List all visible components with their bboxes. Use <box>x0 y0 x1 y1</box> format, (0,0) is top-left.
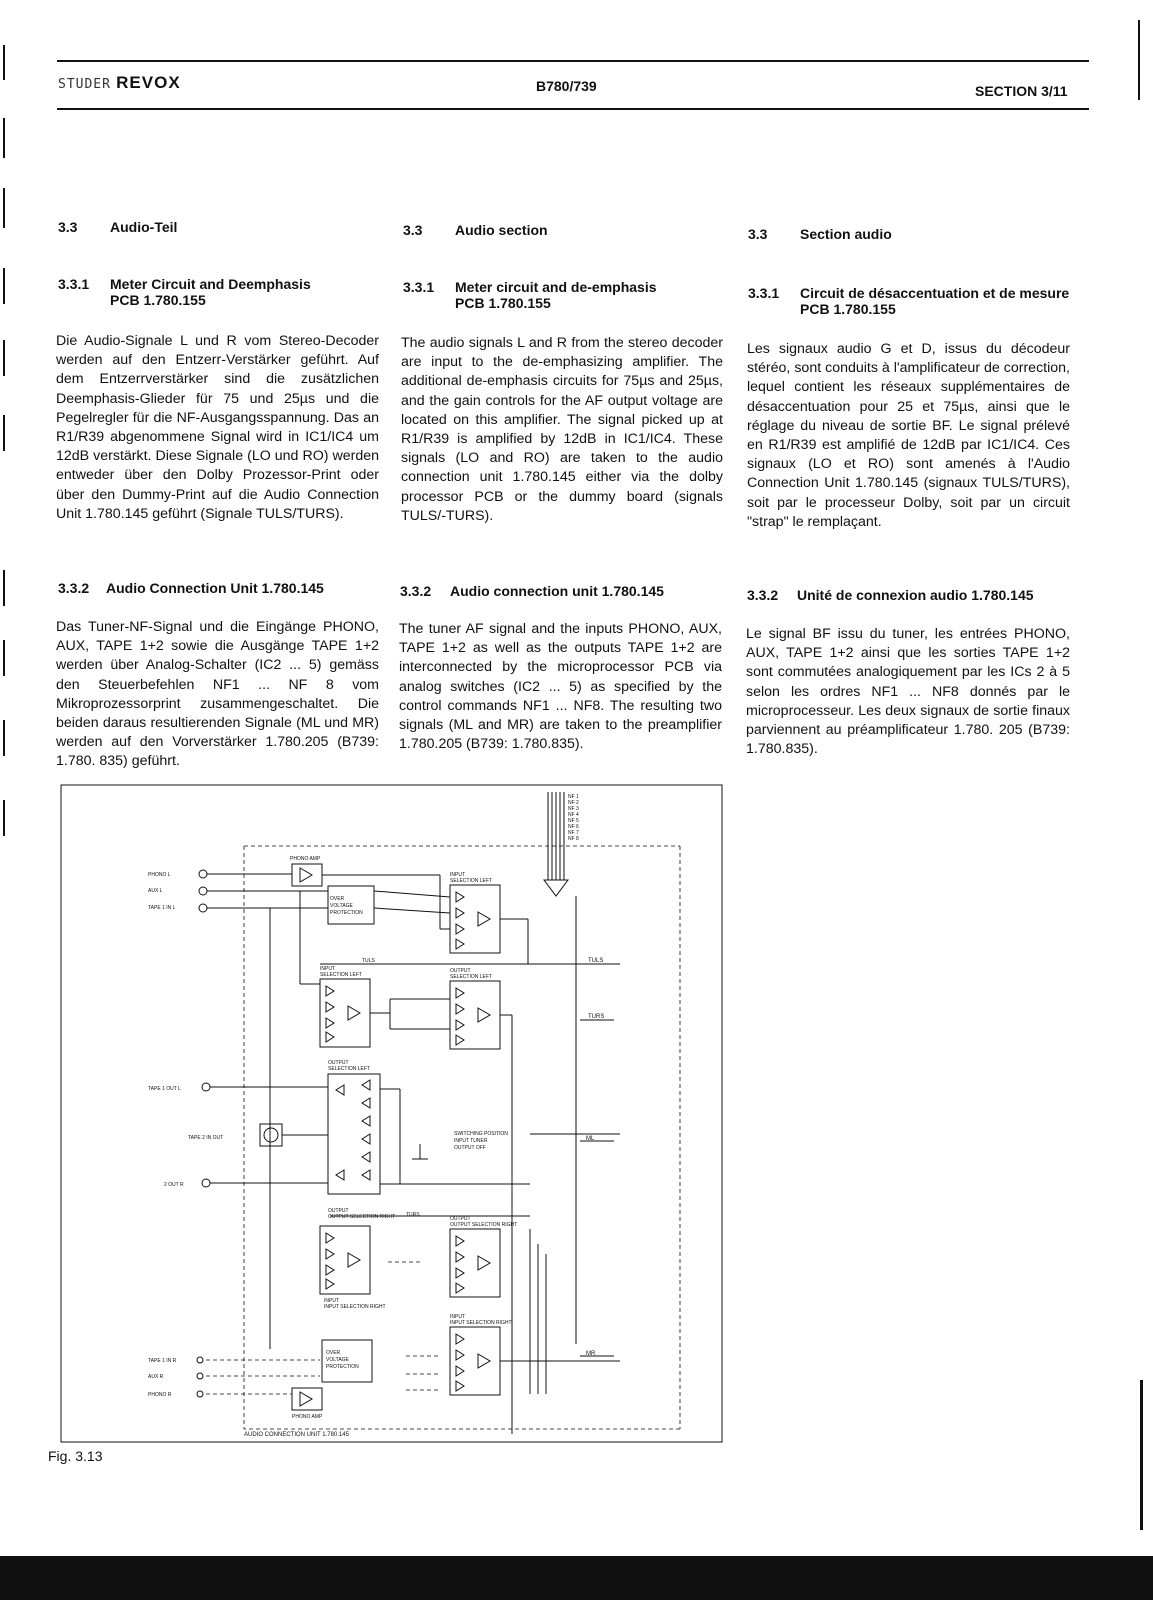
block-diagram <box>60 784 723 1444</box>
svg-text:INPUT: INPUT <box>324 1298 339 1304</box>
col1-sub2-text: Das Tuner-NF-Signal und die Eingänge PHONO, AUX, TAPE 1+2 sowie die Ausgänge TAPE 1+2 werden über Analog-Schalter (IC2 ... 5) gemäss den Steuerbefehlen NF1 ... NF 8 vom Mikroprozessorprint zusammengeschaltet. Die beiden daraus resultierenden Signale (ML und MR) werden auf den Vorverstärker 1.780.205 (B739: 1.780. 835) geführt. <box>56 619 379 770</box>
input-selection-left-a <box>450 872 500 953</box>
nf1-label: NF 1 <box>568 794 579 800</box>
phono-l-label: PHONO L <box>148 872 171 878</box>
svg-text:TURS: TURS <box>406 1212 420 1218</box>
ml-label: ML <box>586 1136 595 1142</box>
brand-revox: REVOX <box>116 73 181 92</box>
right-inputs <box>148 1357 320 1398</box>
svg-text:OUTPUT: OUTPUT <box>328 1208 349 1214</box>
svg-text:INPUT SELECTION RIGHT: INPUT SELECTION RIGHT <box>450 1320 512 1326</box>
nf3-label: NF 3 <box>568 806 579 812</box>
svg-text:OVER: OVER <box>326 1350 341 1356</box>
brand-studer: STUDER <box>58 77 111 92</box>
svg-text:SWITCHING POSITION: SWITCHING POSITION <box>454 1131 508 1137</box>
over-voltage-right <box>322 1340 372 1382</box>
svg-text:OUTPUT SELECTION RIGHT: OUTPUT SELECTION RIGHT <box>450 1222 518 1228</box>
col1-sub1-text: Die Audio-Signale L und R vom Stereo-Decoder werden auf den Entzerr-Verstärker geführt. Auf dem Entzerrverstärker sind die zusätzlichen Deemphasis-Glieder für 75 und 25µs und die Pegelregler für die NF-Ausgangsspannung. Das an R1/R39 abgenommene Signal wird in IC1/IC4 um 12dB verstärkt. Diese Signale (LO und RO) werden entweder über den Dolby Prozessor-Print oder über den Dummy-Print auf die Audio Connection Unit 1.780.145 geführt (Signale TULS/TURS). <box>56 333 379 522</box>
svg-text:OUTPUT: OUTPUT <box>450 968 471 974</box>
tape-outputs-left <box>148 1083 328 1188</box>
svg-text:PHONO AMP: PHONO AMP <box>290 856 321 862</box>
margin-mark <box>3 268 5 304</box>
margin-mark-right <box>1138 20 1140 100</box>
margin-mark <box>3 45 5 80</box>
phono-amp-top <box>290 856 322 886</box>
output-selection-left-a <box>450 968 500 1049</box>
col2-sub1-text: The audio signals L and R from the stereo decoder are input to the de-emphasizing amplifier. The additional de-emphasis circuits for 75µs and 25µs, and the gain controls for the AF output voltage are located on this amplifier. The signal picked up at R1/R39 is amplified by 12dB in IC1/IC4. These signals (LO and RO) are taken to the audio connection unit 1.780.145 either via the dolby processor PCB or the dummy board (signals TULS/-TURS). <box>401 335 723 524</box>
left-inputs <box>148 870 328 912</box>
col3-section-heading: 3.3 Section audio <box>748 226 892 242</box>
tape2-in-out-label: TAPE 2 IN OUT <box>188 1135 224 1141</box>
svg-text:OUTPUT: OUTPUT <box>450 1216 471 1222</box>
margin-mark <box>3 720 5 756</box>
svg-text:INPUT: INPUT <box>450 1314 465 1320</box>
col3-sub2-text: Le signal BF issu du tuner, les entrées PHONO, AUX, TAPE 1+2 ainsi que les sorties TAPE 1+2 sont commutées analogiquement par les ICs 2 à 5 selon les ordres NF1 ... NF8 donnés par le microprocesseur. Les deux signaux de sortie finaux parviennent au préamplificateur 1.780. 205 (B739: 1.780.835). <box>746 626 1070 758</box>
input-selection-right-a <box>320 1226 386 1310</box>
svg-text:OUTPUT SELECTION RIGHT: OUTPUT SELECTION RIGHT <box>328 1214 396 1220</box>
dashed-connectors <box>388 1229 546 1394</box>
col1-sub1-heading: 3.3.1 Meter Circuit and Deemphasis PCB 1.780.155 <box>58 276 311 308</box>
svg-text:SELECTION LEFT: SELECTION LEFT <box>450 974 492 980</box>
col2-section-heading: 3.3 Audio section <box>403 222 548 238</box>
col3-sub1-heading: 3.3.1 Circuit de désaccentuation et de mesure PCB 1.780.155 <box>748 285 1070 317</box>
input-selection-right-b <box>450 1314 512 1395</box>
svg-text:PHONO AMP: PHONO AMP <box>292 1414 323 1420</box>
margin-mark <box>3 118 5 158</box>
col1-section-heading: 3.3 Audio-Teil <box>58 219 178 235</box>
output-selection-left-b <box>328 1060 380 1194</box>
margin-mark-right <box>1140 1380 1143 1530</box>
header-rule <box>57 108 1089 110</box>
tape2-out-label: 2 OUT R <box>164 1182 184 1188</box>
margin-mark <box>3 340 5 376</box>
tape1-out-l-label: TAPE 1 OUT L <box>148 1086 181 1092</box>
svg-text:SELECTION LEFT: SELECTION LEFT <box>328 1066 370 1072</box>
col3-sub1-text: Les signaux audio G et D, issus du décodeur stéréo, sont conduits à l'amplificateur de correction, lequel contient les réseaux supplémentaires de désaccentuation pour 25 et 75µs, ainsi que le réglage du niveau de sortie BF. Le signal prélevé en R1/R39 est amplifié de 12dB par IC1/IC4. Ces signaux (LO et RO) sont amenés à l'Audio Connection Unit 1.780.145 (signaux TULS/TURS), soit par le processeur Dolby, soit par un circuit "strap" le remplaçant. <box>747 341 1070 530</box>
margin-mark <box>3 415 5 451</box>
svg-text:INPUT SELECTION RIGHT: INPUT SELECTION RIGHT <box>324 1304 386 1310</box>
svg-text:OVER: OVER <box>330 896 345 902</box>
nf7-label: NF 7 <box>568 830 579 836</box>
tuls-label: TULS <box>588 958 604 964</box>
svg-text:VOLTAGE: VOLTAGE <box>330 903 353 909</box>
aux-r-label: AUX R <box>148 1374 164 1380</box>
input-selection-left-b <box>320 966 370 1047</box>
block-diagram-svg <box>60 784 723 1444</box>
phono-r-label: PHONO R <box>148 1392 172 1398</box>
margin-mark <box>3 800 5 836</box>
top-rule <box>57 60 1089 62</box>
section-number: SECTION 3/11 <box>975 83 1068 99</box>
svg-text:VOLTAGE: VOLTAGE <box>326 1357 349 1363</box>
svg-text:INPUT: INPUT <box>320 966 335 972</box>
col2-sub2-text: The tuner AF signal and the inputs PHONO, AUX, TAPE 1+2 as well as the outputs TAPE 1+2 are interconnected by the microprocessor PCB via analog switches (IC2 ... 5) as specified by the control commands NF1 ... NF8. The resulting two signals (ML and MR) are taken to the preamplifier 1.780.205 (B739: 1.780.835). <box>399 621 722 753</box>
unit-title: AUDIO CONNECTION UNIT 1.780.145 <box>244 1432 349 1438</box>
svg-text:INPUT TUNER: INPUT TUNER <box>454 1138 488 1144</box>
tape1-in-l-label: TAPE 1 IN L <box>148 905 176 911</box>
nf5-label: NF 5 <box>568 818 579 824</box>
svg-text:SELECTION LEFT: SELECTION LEFT <box>320 972 362 978</box>
output-selection-right-b <box>450 1216 517 1297</box>
svg-text:OUTPUT: OUTPUT <box>328 1060 349 1066</box>
mr-label: MR <box>586 1351 596 1357</box>
svg-text:OUTPUT OFF: OUTPUT OFF <box>454 1145 486 1151</box>
svg-text:PROTECTION: PROTECTION <box>330 910 363 916</box>
brand-logo <box>58 73 181 93</box>
svg-text:TULS: TULS <box>362 958 375 964</box>
over-voltage-left <box>328 886 374 924</box>
margin-mark <box>3 188 5 228</box>
svg-text:INPUT: INPUT <box>450 872 465 878</box>
svg-text:PROTECTION: PROTECTION <box>326 1364 359 1370</box>
bottom-strip <box>0 1556 1153 1600</box>
col1-sub2-heading: 3.3.2 Audio Connection Unit 1.780.145 <box>58 580 324 596</box>
nf4-label: NF 4 <box>568 812 579 818</box>
margin-mark <box>3 570 5 606</box>
phono-amp-bottom <box>292 1388 323 1420</box>
diagram-frame <box>61 785 722 1442</box>
svg-text:SELECTION LEFT: SELECTION LEFT <box>450 878 492 884</box>
col3-sub2-heading: 3.3.2 Unité de connexion audio 1.780.145 <box>747 587 1034 603</box>
nf8-label: NF 8 <box>568 836 579 842</box>
nf6-label: NF 6 <box>568 824 579 830</box>
tape1-in-r-label: TAPE 1 IN R <box>148 1358 177 1364</box>
figure-caption: Fig. 3.13 <box>48 1448 103 1464</box>
switching-position <box>412 1131 508 1159</box>
model-number: B780/739 <box>536 78 597 94</box>
turs-label: TURS <box>588 1014 605 1020</box>
col2-sub1-heading: 3.3.1 Meter circuit and de-emphasis PCB 1.780.155 <box>403 279 657 311</box>
margin-mark <box>3 640 5 676</box>
col2-sub2-heading: 3.3.2 Audio connection unit 1.780.145 <box>400 583 664 599</box>
nf2-label: NF 2 <box>568 800 579 806</box>
aux-l-label: AUX L <box>148 888 163 894</box>
nf-control-bus <box>544 792 579 896</box>
